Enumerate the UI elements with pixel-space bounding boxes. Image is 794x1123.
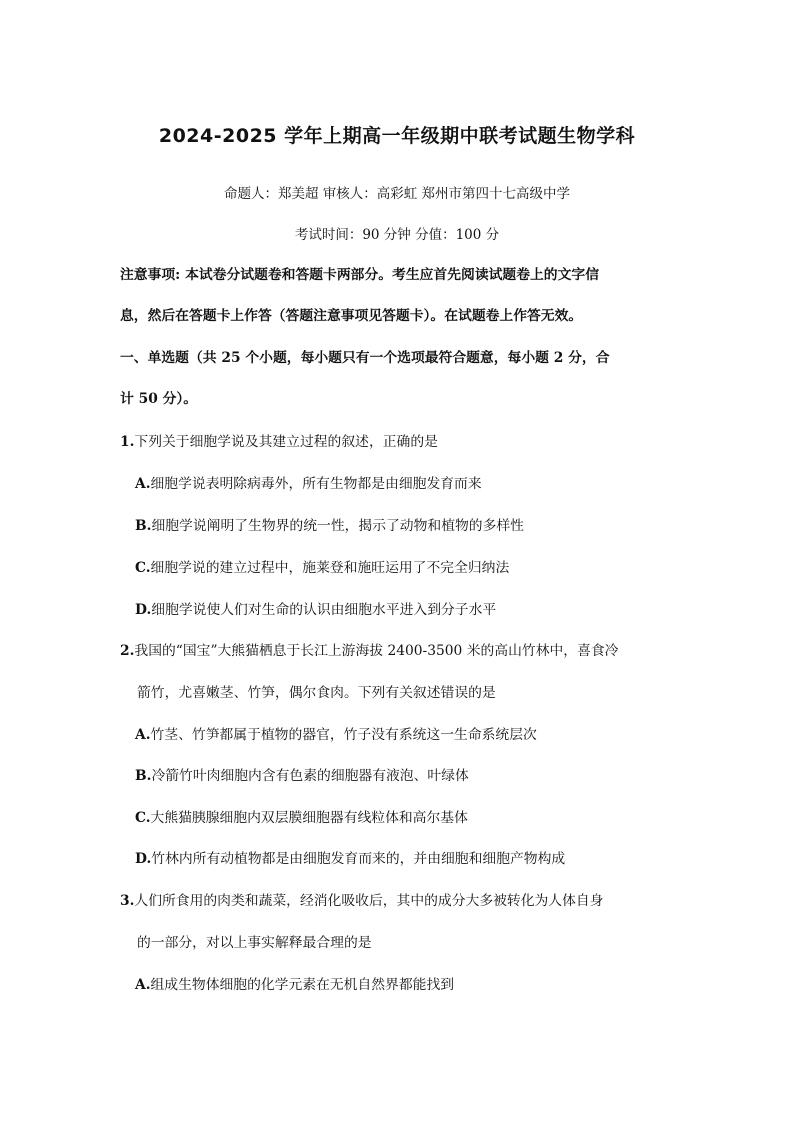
option-letter: A.: [135, 727, 151, 743]
exam-info-line: 考试时间：90 分钟 分值：100 分: [294, 227, 500, 243]
option-text: 大熊猫胰腺细胞内双层膜细胞器有线粒体和高尔基体: [150, 810, 468, 826]
exam-title: 2024-2025 学年上期高一年级期中联考试题生物学科: [158, 125, 636, 147]
option-text: 竹林内所有动植物都是由细胞发育而来的，并由细胞和细胞产物构成: [151, 851, 566, 867]
question-1-option-a: [135, 472, 482, 492]
option-text: 细胞学说表明除病毒外，所有生物都是由细胞发育而来: [150, 476, 482, 492]
option-letter: B.: [135, 518, 152, 534]
option-text: 细胞学说使人们对生命的认识由细胞水平进入到分子水平: [151, 602, 497, 618]
question-2-option-c: [135, 806, 468, 826]
option-text: 细胞学说阐明了生物界的统一性，揭示了动物和植物的多样性: [151, 518, 524, 534]
authors-line: 命题人：郑美超 审核人：高彩虹 郑州市第四十七高级中学: [223, 186, 571, 202]
question-text: 下列关于细胞学说及其建立过程的叙述，正确的是: [134, 434, 438, 450]
option-letter: B.: [135, 768, 152, 784]
question-3-stem: [120, 889, 680, 909]
option-letter: A.: [135, 476, 151, 492]
option-letter: A.: [135, 977, 151, 993]
question-1-option-d: [135, 598, 496, 618]
question-number: 2.: [120, 643, 135, 659]
question-3-stem-continued: 的一部分，对以上事实解释最合理的是: [137, 935, 372, 951]
notice-line-1: 注意事项: 本试卷分试题卷和答题卡两部分。考生应首先阅读试题卷上的文字信: [120, 267, 599, 283]
question-1-option-c: [135, 556, 509, 576]
question-3-option-a: [135, 973, 454, 993]
question-2-stem-continued: 箭竹，尤喜嫩茎、竹笋，偶尔食肉。下列有关叙述错误的是: [137, 685, 496, 701]
question-2-option-a: [135, 723, 537, 743]
option-text: 细胞学说的建立过程中，施莱登和施旺运用了不完全归纳法: [150, 560, 510, 576]
question-2-option-d: [135, 847, 565, 867]
notice-line-2: 息，然后在答题卡上作答（答题注意事项见答题卡）。在试题卷上作答无效。: [120, 308, 583, 324]
question-number: 1.: [120, 434, 135, 450]
question-1-stem: [120, 430, 680, 450]
option-text: 竹茎、竹笋都属于植物的器官，竹子没有系统这一生命系统层次: [150, 727, 537, 743]
question-2-option-b: [135, 764, 469, 784]
question-2-stem: [120, 639, 680, 659]
option-letter: D.: [135, 602, 152, 618]
section-heading-line-2: 计 50 分）。: [120, 391, 198, 407]
option-text: 组成生物体细胞的化学元素在无机自然界都能找到: [150, 977, 455, 993]
question-1-option-b: [135, 514, 524, 534]
question-text: 人们所食用的肉类和蔬菜，经消化吸收后，其中的成分大多被转化为人体自身: [134, 893, 604, 909]
question-number: 3.: [120, 893, 135, 909]
option-text: 冷箭竹叶肉细胞内含有色素的细胞器有液泡、叶绿体: [151, 768, 469, 784]
option-letter: D.: [135, 851, 152, 867]
option-letter: C.: [135, 810, 151, 826]
question-text: 我国的“国宝”大熊猫栖息于长江上游海拔 2400-3500 米的高山竹林中，喜食冷: [134, 643, 619, 659]
section-heading-line-1: 一、单选题（共 25 个小题，每小题只有一个选项最符合题意，每小题 2 分，合: [120, 350, 610, 366]
option-letter: C.: [135, 560, 151, 576]
